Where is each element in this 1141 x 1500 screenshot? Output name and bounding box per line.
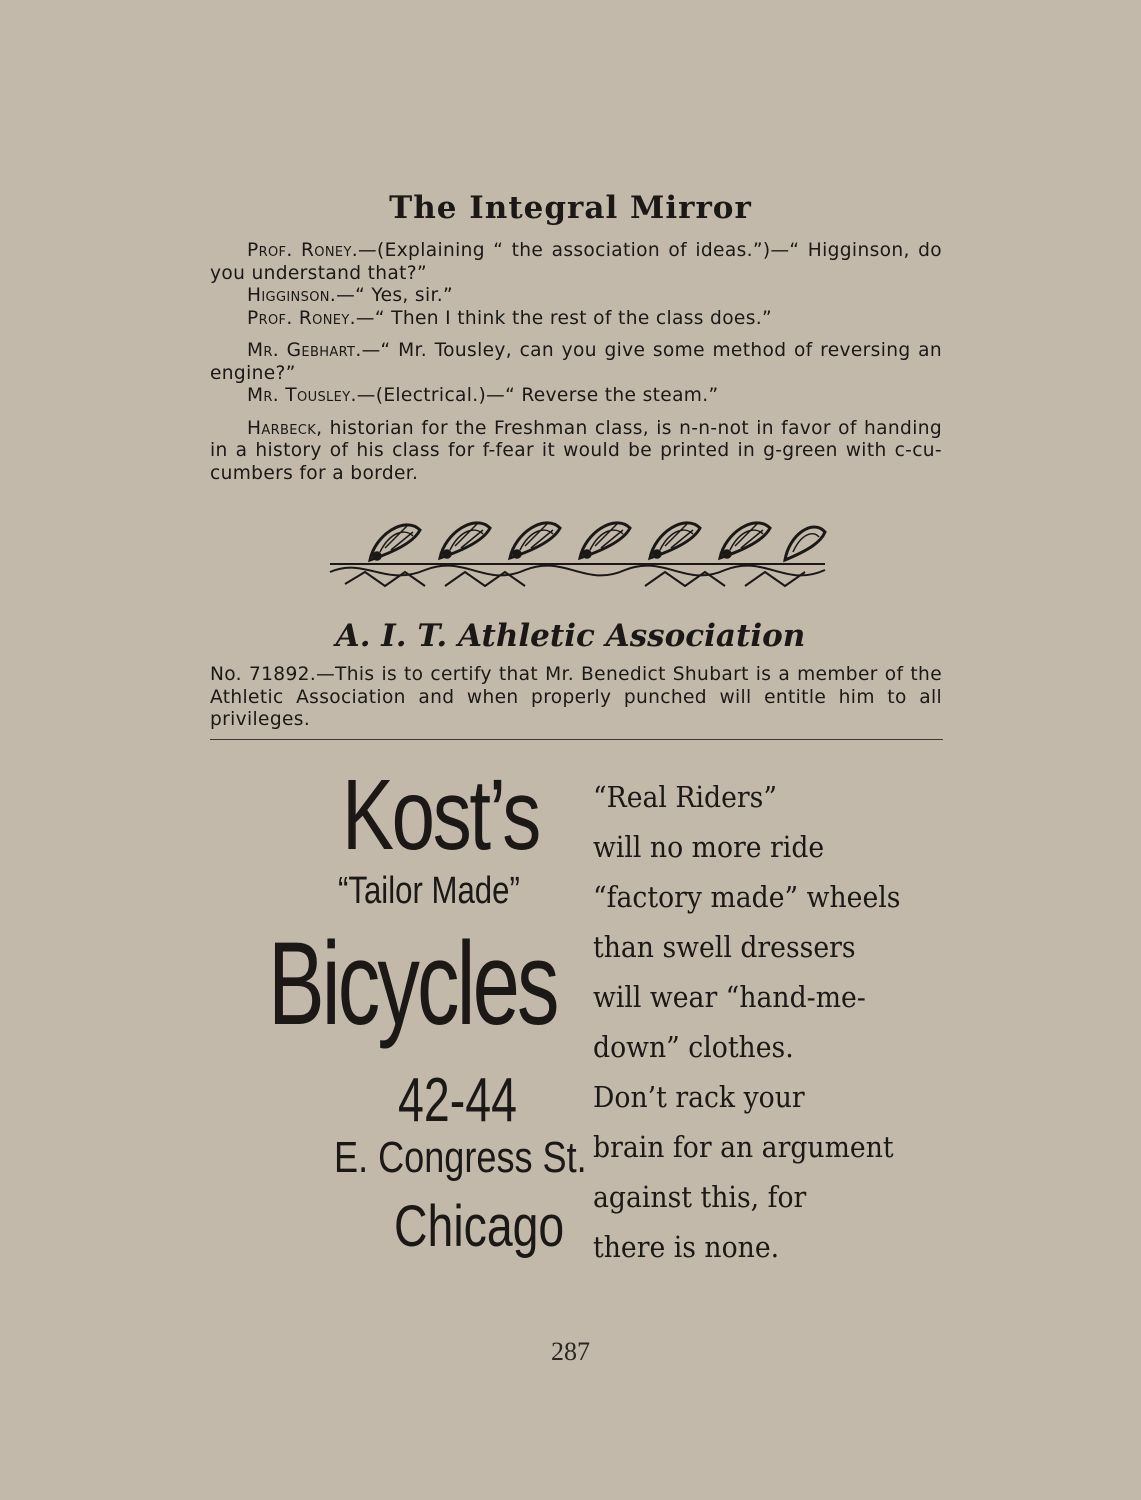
- ad-copy-line: “factory made” wheels: [593, 880, 901, 914]
- brand-tagline: “Tailor Made”: [338, 870, 520, 912]
- anecdote-text: —“ Yes, sir.”: [336, 285, 454, 306]
- ad-copy-line: “Real Riders”: [593, 780, 778, 814]
- advertisement-copy: [593, 772, 913, 1272]
- membership-certificate-text: No. 71892.—This is to certify that Mr. Benedict Shubart is a member of the Athletic Association and when properly punched will entitle him to all privileges.: [210, 664, 942, 730]
- anecdote-paragraph: [210, 240, 942, 285]
- anecdote-text: —(Explaining “ the association of ideas.”)—“ Higginson, do you understand that?”: [210, 240, 943, 284]
- anecdote-paragraph: [210, 385, 942, 408]
- city-name: Chicago: [394, 1194, 565, 1259]
- speaker-name: Higginson.: [247, 285, 337, 306]
- association-title: A. I. T. Athletic Association: [335, 618, 806, 654]
- page-number: 287: [551, 1337, 590, 1366]
- street-number: 42-44: [398, 1066, 517, 1135]
- speaker-name: Prof. Roney.: [247, 240, 359, 261]
- anecdote-text: historian for the Freshman class, is n-n-not in favor of handing in a history of his class for f-fear it would be printed in g-green with c-cu-cumbers for a border.: [210, 417, 942, 484]
- speaker-name: Harbeck,: [247, 417, 323, 439]
- anecdote-text: —(Electrical.)—“ Reverse the steam.”: [356, 385, 719, 406]
- horizontal-rule: [210, 739, 943, 740]
- ad-copy-line: will wear “hand-me-: [593, 980, 866, 1014]
- anecdote-paragraph: [210, 285, 942, 308]
- anecdote-text: —“ Mr. Tousley, can you give some method of reversing an engine?”: [210, 340, 942, 384]
- product-name: Bicycles: [268, 918, 557, 1050]
- ad-copy-line: than swell dressers: [593, 930, 856, 964]
- speaker-name: Prof. Roney.: [247, 307, 356, 329]
- advertisement-left-column: [250, 759, 590, 1275]
- ad-copy-line: against this, for: [593, 1180, 807, 1214]
- brand-name: Kost’s: [342, 759, 539, 871]
- ad-copy-line: down” clothes.: [593, 1030, 794, 1064]
- floral-border-ornament: [325, 502, 830, 594]
- page-title: The Integral Mirror: [389, 190, 752, 226]
- anecdote-paragraph: [210, 308, 942, 331]
- speaker-name: Mr. Gebhart.: [247, 340, 362, 361]
- ad-copy-line: Don’t rack your: [593, 1080, 805, 1114]
- speaker-name: Mr. Tousley.: [247, 385, 357, 406]
- ad-copy-line: there is none.: [593, 1230, 780, 1264]
- anecdotes: [210, 240, 942, 485]
- ad-copy-line: brain for an argument: [593, 1130, 894, 1164]
- anecdote-paragraph: [210, 340, 942, 385]
- anecdote-paragraph: [210, 418, 942, 486]
- anecdote-text: —“ Then I think the rest of the class does.”: [355, 307, 772, 329]
- street-name: E. Congress St.: [334, 1133, 587, 1182]
- ad-copy-line: will no more ride: [593, 830, 825, 864]
